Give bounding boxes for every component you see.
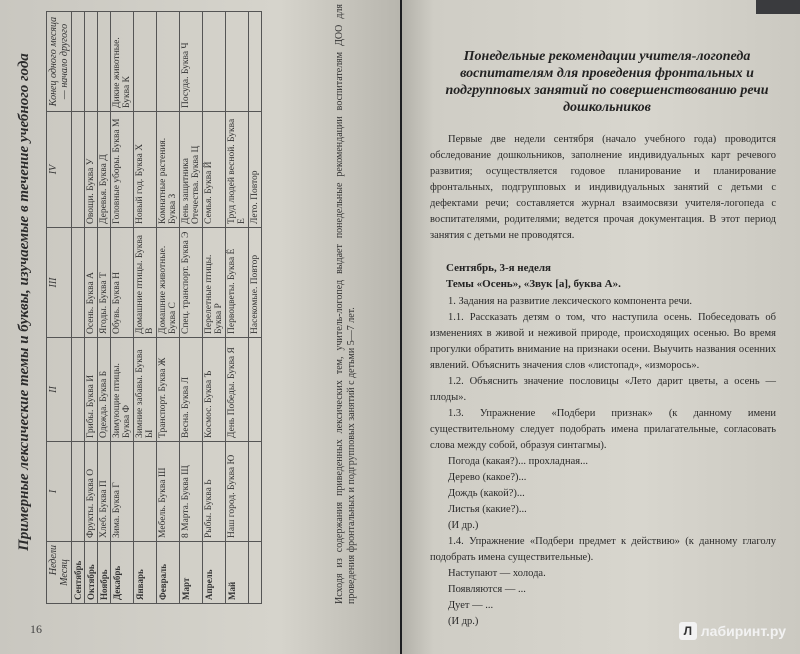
table-cell: Домашние птицы. Буква В xyxy=(134,228,157,338)
table-row xyxy=(203,12,226,604)
column-header: II xyxy=(47,338,72,442)
table-row xyxy=(85,12,98,604)
table-cell: Комнатные растения. Буква З xyxy=(157,112,180,228)
table-row xyxy=(98,12,111,604)
table-cell: Овощи. Буква У xyxy=(85,112,98,228)
body-paragraph: (И др.) xyxy=(448,520,479,531)
table-cell xyxy=(72,338,85,442)
table-cell: Домашние животные. Буква С xyxy=(157,228,180,338)
table-cell: Грибы. Буква И xyxy=(85,338,98,442)
labirint-logo-icon: Л xyxy=(679,622,697,640)
table-cell xyxy=(249,442,262,542)
table-cell xyxy=(249,338,262,442)
intro-paragraph: Первые две недели сентября (начало учебного года) проводится обследование дошкольников, заполнение индивидуальных карт речевого развития; осуществляется годовое планирование и планирование фронтальных, подгрупповых и индивидуальных занятий с детьми с дефектами речи; составляется журнал взаимосвязи учителя-логопеда с воспитателями, родителями; ведется прочая документация. В этот период занятия с детьми не проводятся. xyxy=(430,134,776,241)
table-cell: 8 Марта. Буква Щ xyxy=(180,442,203,542)
month-cell: Май xyxy=(226,542,249,604)
table-row xyxy=(134,12,157,604)
table-header-row xyxy=(47,12,72,604)
table-cell xyxy=(98,12,111,112)
body-paragraph: Появляются — ... xyxy=(448,584,526,595)
month-cell: Декабрь xyxy=(111,542,134,604)
month-cell: Январь xyxy=(134,542,157,604)
body-paragraph: Листья (какие?)... xyxy=(448,504,527,515)
table-cell: Мебель. Буква Ш xyxy=(157,442,180,542)
table-cell xyxy=(134,12,157,112)
table-cell: Фрукты. Буква О xyxy=(85,442,98,542)
right-page xyxy=(402,0,800,654)
table-cell: Ягоды. Буква Т xyxy=(98,228,111,338)
table-cell: Одежда. Буква Б xyxy=(98,338,111,442)
table-cell: Труд людей весной. Буква Е xyxy=(226,112,249,228)
column-header: III xyxy=(47,228,72,338)
body-paragraph: Дождь (какой?)... xyxy=(448,488,525,499)
themes-table xyxy=(46,11,262,604)
table-cell: Рыбы. Буква Ь xyxy=(203,442,226,542)
month-cell: Март xyxy=(180,542,203,604)
column-header: I xyxy=(47,442,72,542)
table-cell xyxy=(72,12,85,112)
section-topic: Темы «Осень», «Звук [а], буква А». xyxy=(446,278,621,290)
table-cell: Спец. транспорт. Буква Э xyxy=(180,228,203,338)
table-footnote: Исходя из содержания приведенных лексических тем, учитель-логопед выдает понедельные рекомендации воспитателям ДОО для проведения фронтальных и подгрупповых занятий с детьми 5—7 лет. xyxy=(334,4,357,604)
table-title: Примерные лексические темы и буквы, изучаемые в течение учебного года xyxy=(16,53,32,551)
table-cell: Обувь. Буква Н xyxy=(111,228,134,338)
table-cell: Транспорт. Буква Ж xyxy=(157,338,180,442)
corner-bottom-label: Месяц xyxy=(59,559,70,586)
table-cell: Наш город. Буква Ю xyxy=(226,442,249,542)
table-row xyxy=(249,12,262,604)
table-cell: Деревья. Буква Д xyxy=(98,112,111,228)
section-title: Сентябрь, 3-я неделя xyxy=(446,262,551,274)
table-cell: Новый год. Буква Х xyxy=(134,112,157,228)
body-paragraph: 1.3. Упражнение «Подбери признак» (к данному имени существительному следует подобрать имена прилагательные, согласовать слова между собой, образуя синтагмы). xyxy=(430,408,776,451)
table-cell: Космос. Буква Ъ xyxy=(203,338,226,442)
corner-top-label: Недели xyxy=(48,545,59,576)
table-cell xyxy=(157,12,180,112)
table-cell: Осень. Буква А xyxy=(85,228,98,338)
section-body xyxy=(430,294,776,630)
table-cell: Зима. Буква Г xyxy=(111,442,134,542)
table-cell: Дикие животные. Буква К xyxy=(111,12,134,112)
body-paragraph: Погода (какая?)... прохладная... xyxy=(448,456,588,467)
body-paragraph: 1.4. Упражнение «Подбери предмет к действию» (к данному глаголу подобрать имена существительные). xyxy=(430,536,776,563)
table-cell: Первоцветы. Буква Ё xyxy=(226,228,249,338)
table-cell xyxy=(85,12,98,112)
table-cell: Лето. Повтор xyxy=(249,112,262,228)
table-cell xyxy=(203,12,226,112)
table-cell: День защитника Отечества. Буква Ц xyxy=(180,112,203,228)
month-cell xyxy=(249,542,262,604)
table-row xyxy=(226,12,249,604)
body-paragraph: Дует — ... xyxy=(448,600,494,611)
corner-header xyxy=(47,542,72,604)
column-header: Конец одного месяца — начало другого xyxy=(47,12,72,112)
table-cell xyxy=(72,112,85,228)
table-cell: Весна. Буква Л xyxy=(180,338,203,442)
page-corner-shadow xyxy=(756,0,800,14)
month-cell: Апрель xyxy=(203,542,226,604)
watermark-text: лабиринт.ру xyxy=(700,623,786,639)
table-cell: Хлеб. Буква П xyxy=(98,442,111,542)
body-paragraph: 1. Задания на развитие лексического компонента речи. xyxy=(448,296,692,307)
table-row xyxy=(157,12,180,604)
page-heading: Понедельные рекомендации учителя-логопеда воспитателям для проведения фронтальных и подгрупповых занятий по совершенствованию речи дошкольников xyxy=(445,49,769,115)
table-cell: Перелетные птицы. Буква Р xyxy=(203,228,226,338)
table-row xyxy=(72,12,85,604)
rotated-table-block xyxy=(12,0,392,612)
table-cell xyxy=(72,442,85,542)
table-cell: Зимние забавы. Буква Ы xyxy=(134,338,157,442)
column-header: IV xyxy=(47,112,72,228)
table-cell: Зимующие птицы. Буква Ф xyxy=(111,338,134,442)
month-cell: Ноябрь xyxy=(98,542,111,604)
table-cell: День Победы. Буква Я xyxy=(226,338,249,442)
month-cell: Сентябрь xyxy=(72,542,85,604)
table-cell xyxy=(134,442,157,542)
body-paragraph: Дерево (какое?)... xyxy=(448,472,527,483)
watermark xyxy=(679,622,786,640)
table-cell xyxy=(226,12,249,112)
table-cell: Семья. Буква Й xyxy=(203,112,226,228)
table-cell: Насекомые. Повтор xyxy=(249,228,262,338)
table-row xyxy=(180,12,203,604)
body-paragraph: 1.1. Рассказать детям о том, что наступила осень. Побеседовать об изменениях в живой и неживой природе, происходящих осенью. Во время прогулки обратить внимание на признаки осени. Выучить названия осенних явлений. Объяснить значения слов «листопад», «изморось». xyxy=(430,312,776,371)
table-row xyxy=(111,12,134,604)
table-cell: Головные уборы. Буква М xyxy=(111,112,134,228)
table-cell xyxy=(72,228,85,338)
body-paragraph: Наступают — холода. xyxy=(448,568,546,579)
page-number: 16 xyxy=(30,622,42,636)
month-cell: Февраль xyxy=(157,542,180,604)
body-paragraph: 1.2. Объяснить значение пословицы «Лето дарит цветы, а осень — плоды». xyxy=(430,376,776,403)
body-paragraph: (И др.) xyxy=(448,616,479,627)
table-cell: Посуда. Буква Ч xyxy=(180,12,203,112)
month-cell: Октябрь xyxy=(85,542,98,604)
table-cell xyxy=(249,12,262,112)
